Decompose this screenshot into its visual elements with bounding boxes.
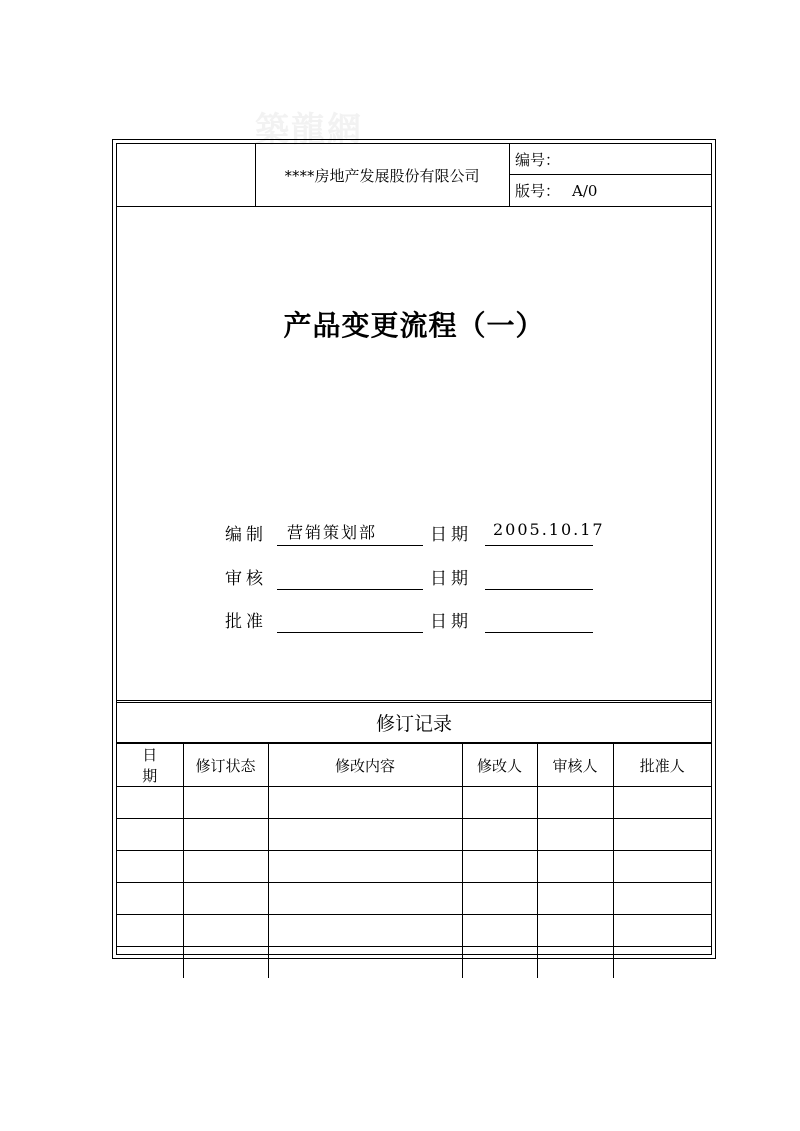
revision-record [117, 700, 711, 954]
table-cell [117, 851, 183, 883]
table-cell [117, 947, 183, 979]
signoff-block [117, 510, 711, 700]
table-cell [537, 819, 613, 851]
table-row [117, 947, 711, 979]
table-row [117, 787, 711, 819]
revision-table [117, 743, 711, 978]
revision-title: 修订记录 [117, 703, 711, 743]
signoff-label: 审核 [225, 569, 267, 589]
table-cell [613, 787, 711, 819]
document-header [117, 144, 711, 207]
revision-header-row [117, 744, 711, 787]
watermark: 築龍網 [255, 110, 363, 150]
table-cell [117, 787, 183, 819]
col-content: 修改内容 [268, 744, 462, 787]
table-row [117, 819, 711, 851]
table-cell [462, 787, 537, 819]
col-modifier: 修改人 [462, 744, 537, 787]
signoff-date-field [485, 556, 593, 590]
signoff-date-label: 日期 [430, 612, 472, 632]
table-cell [183, 883, 268, 915]
signoff-row-prepared [117, 510, 711, 554]
table-cell [537, 787, 613, 819]
col-date: 日 期 [117, 744, 183, 787]
table-cell [537, 883, 613, 915]
table-cell [117, 819, 183, 851]
table-cell [462, 819, 537, 851]
table-cell [613, 883, 711, 915]
table-cell [613, 819, 711, 851]
table-cell [268, 851, 462, 883]
doc-version-label: 版号： [515, 182, 561, 200]
signoff-date-label: 日期 [430, 525, 472, 545]
company-name: ****房地产发展股份有限公司 [255, 144, 510, 206]
table-cell [613, 851, 711, 883]
table-cell [462, 883, 537, 915]
logo-cell [117, 144, 256, 206]
table-cell [268, 915, 462, 947]
table-cell [462, 947, 537, 979]
signoff-date-label: 日期 [430, 569, 472, 589]
signoff-label: 批准 [225, 612, 267, 632]
table-cell [268, 819, 462, 851]
signoff-name-field [277, 556, 423, 590]
table-cell [537, 947, 613, 979]
table-cell [537, 851, 613, 883]
table-cell [183, 851, 268, 883]
signoff-row-reviewed [117, 554, 711, 598]
table-cell [613, 947, 711, 979]
table-cell [613, 915, 711, 947]
table-cell [117, 883, 183, 915]
signoff-name-field: 营销策划部 [277, 512, 423, 546]
signoff-name-field [277, 599, 423, 633]
table-cell [268, 787, 462, 819]
table-cell [268, 947, 462, 979]
document-inner-frame [116, 143, 712, 955]
table-cell [183, 915, 268, 947]
col-reviewer: 审核人 [537, 744, 613, 787]
table-row [117, 883, 711, 915]
table-cell [537, 915, 613, 947]
signoff-date-field [485, 599, 593, 633]
doc-code-label: 编号： [515, 150, 561, 169]
document-frame [112, 139, 716, 959]
table-row [117, 915, 711, 947]
revision-body [117, 787, 711, 979]
table-row [117, 851, 711, 883]
table-cell [268, 883, 462, 915]
signoff-row-approved [117, 597, 711, 641]
doc-version-value: A/0 [572, 181, 598, 200]
table-cell [462, 851, 537, 883]
doc-meta [509, 144, 711, 206]
col-status: 修订状态 [183, 744, 268, 787]
table-cell [183, 947, 268, 979]
table-cell [462, 915, 537, 947]
col-approver: 批准人 [613, 744, 711, 787]
signoff-label: 编制 [225, 525, 267, 545]
table-cell [183, 819, 268, 851]
table-cell [117, 915, 183, 947]
signoff-date-field: 2005.10.17 [485, 512, 593, 546]
doc-code [509, 144, 711, 175]
document-title: 产品变更流程（一） [283, 309, 545, 342]
table-cell [183, 787, 268, 819]
doc-version [509, 175, 711, 206]
